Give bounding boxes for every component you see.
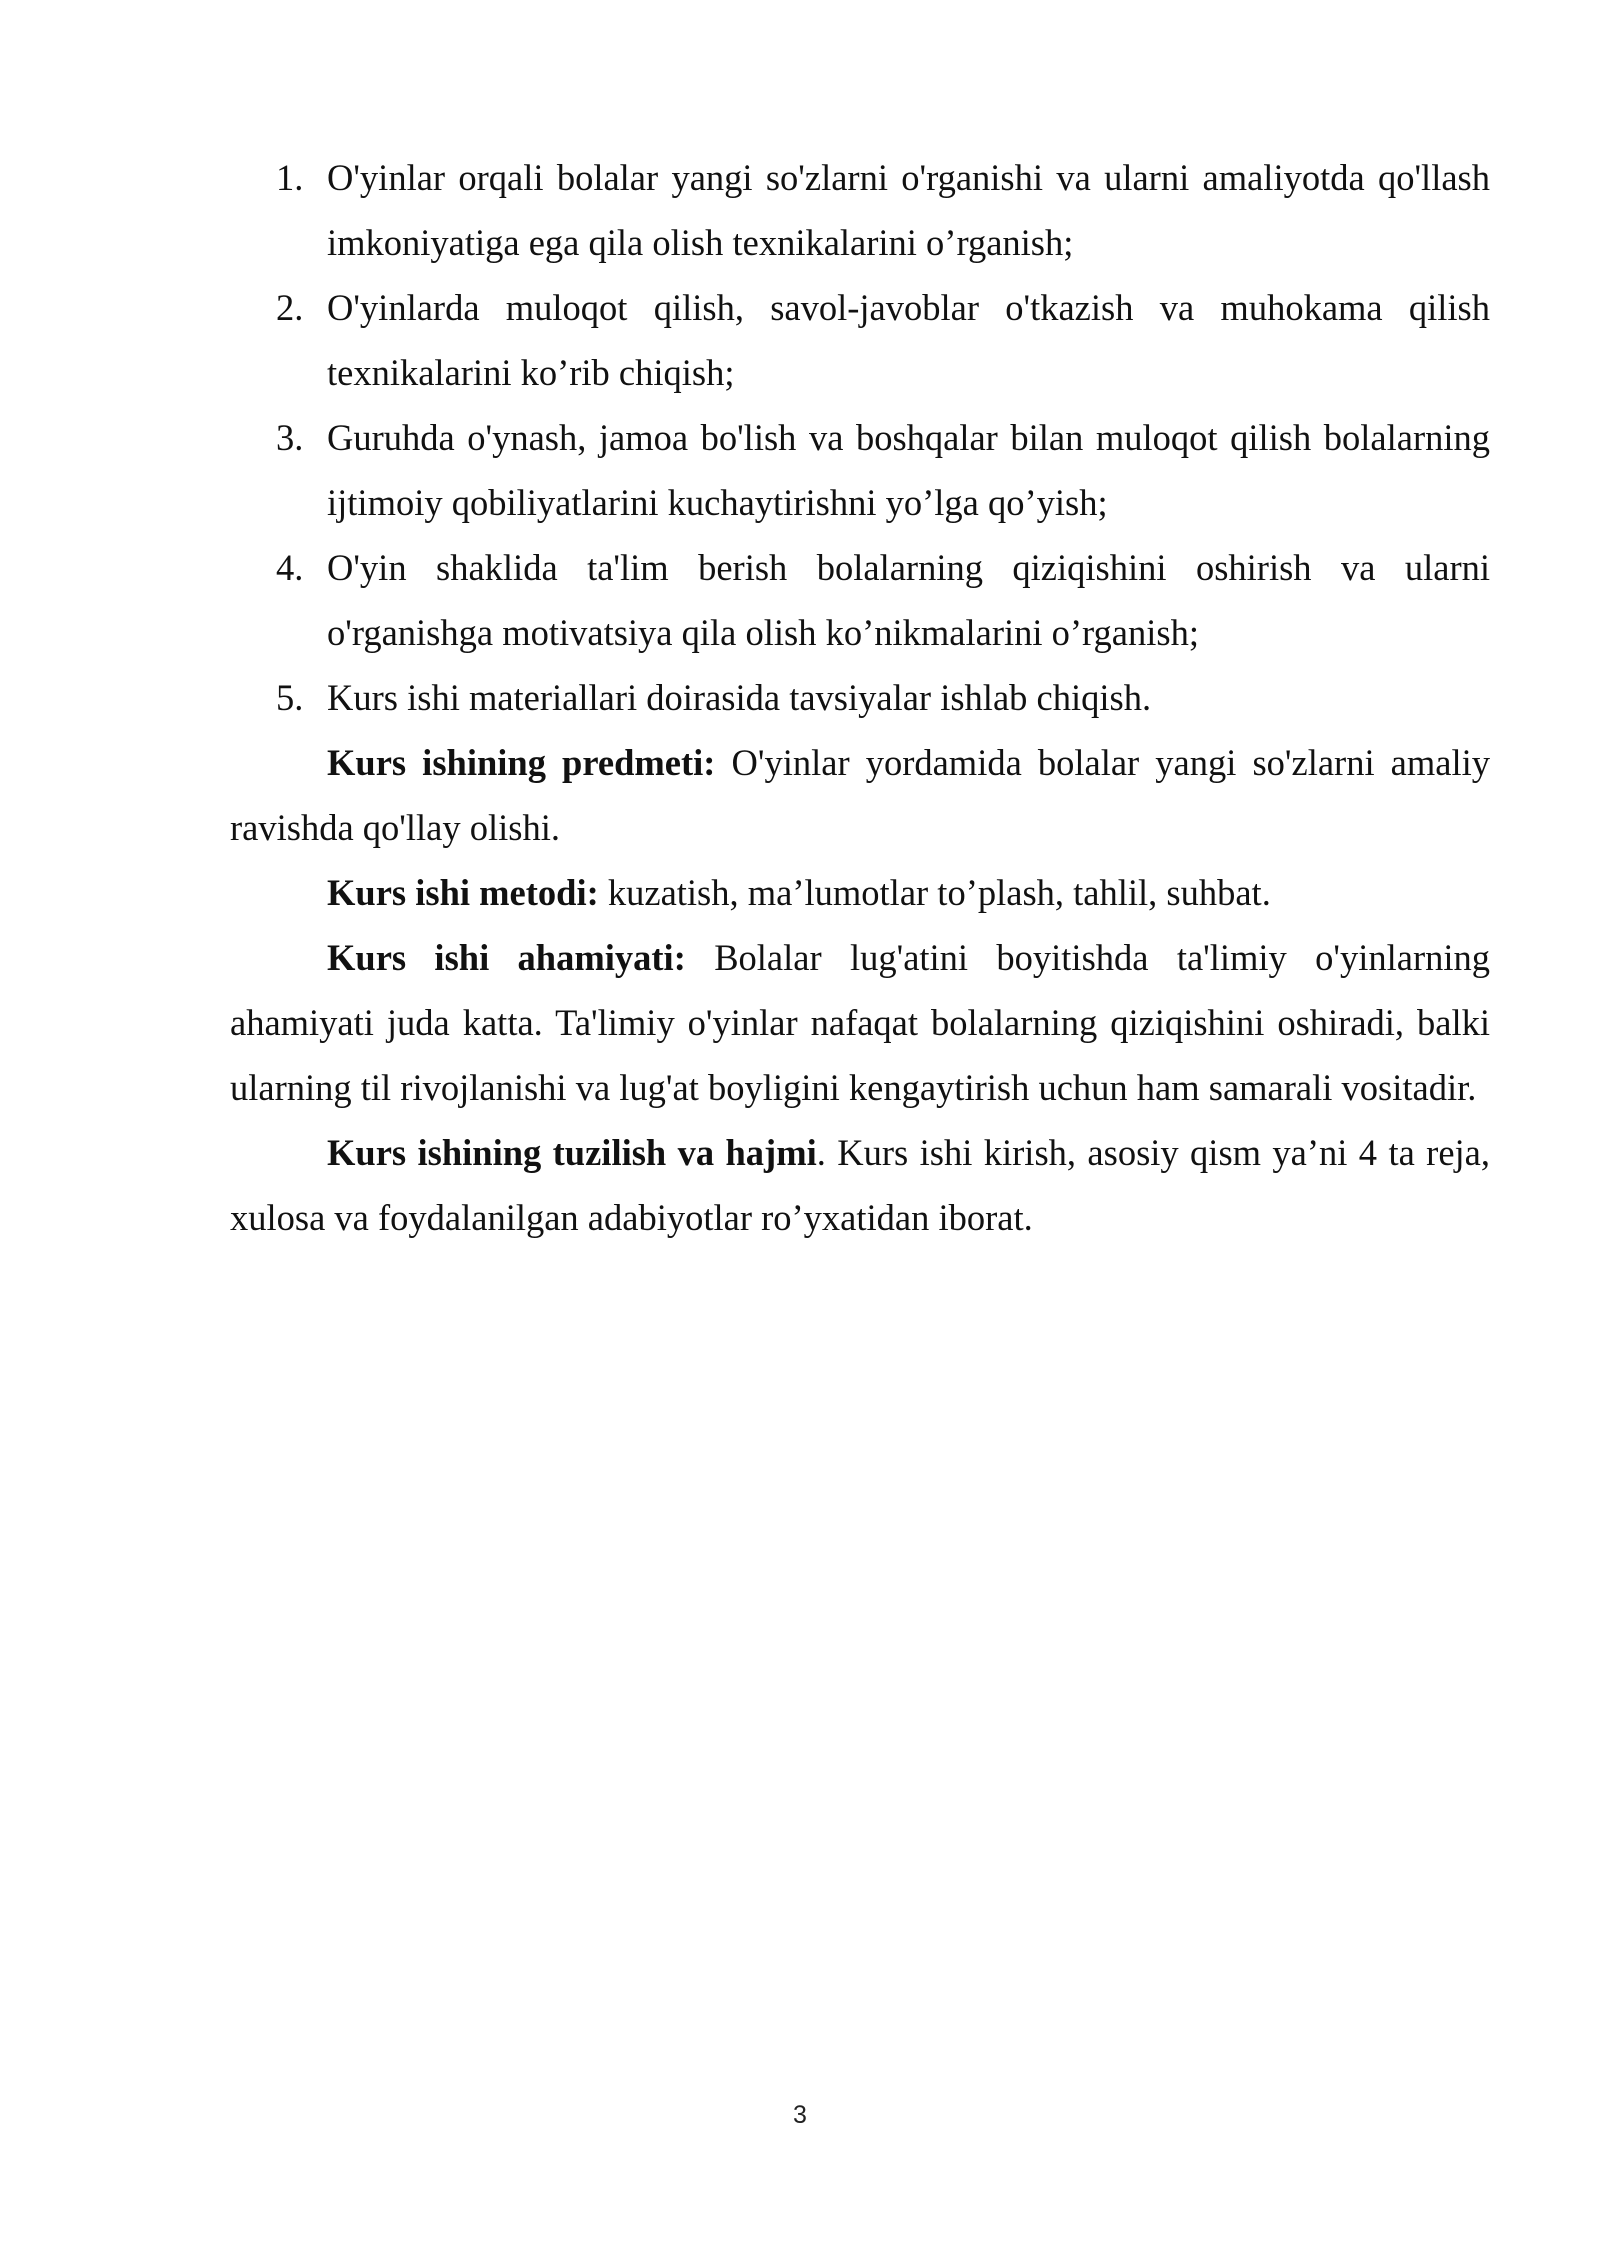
list-item-text: Kurs ishi materiallari doirasida tavsiyalar ishlab chiqish. <box>327 677 1152 718</box>
importance-paragraph <box>230 925 1490 1120</box>
structure-text: . Kurs ishi kirish, asosiy qism ya’ni 4 ta reja, xulosa va foydalanilgan adabiyotlar ro’yxatidan iborat. <box>230 1132 1490 1238</box>
list-item-number: 2. <box>276 287 304 328</box>
list-item-text: O'yinlarda muloqot qilish, savol-javoblar o'tkazish va muhokama qilish texnikalarini ko’rib chiqish; <box>327 287 1490 393</box>
list-item <box>230 275 1490 405</box>
subject-label: Kurs ishining predmeti: <box>327 742 716 783</box>
subject-text: O'yinlar yordamida bolalar yangi so'zlarni amaliy ravishda qo'llay olishi. <box>230 742 1490 848</box>
list-item-number: 4. <box>276 547 304 588</box>
list-item-number: 5. <box>276 677 304 718</box>
list-item <box>230 145 1490 275</box>
list-item <box>230 405 1490 535</box>
objectives-list <box>230 145 1490 730</box>
importance-label: Kurs ishi ahamiyati: <box>327 937 686 978</box>
list-item-text: O'yinlar orqali bolalar yangi so'zlarni o'rganishi va ularni amaliyotda qo'llash imkoniyatiga ega qila olish texnikalarini o’rganish; <box>327 157 1490 263</box>
method-label: Kurs ishi metodi: <box>327 872 599 913</box>
list-item <box>230 665 1490 730</box>
importance-text: Bolalar lug'atini boyitishda ta'limiy o'yinlarning ahamiyati juda katta. Ta'limiy o'yinlar nafaqat bolalarning qiziqishini oshiradi, balki ularning til rivojlanishi va lug'at boyligini kengaytirish uchun ham samarali vositadir. <box>230 937 1490 1108</box>
subject-paragraph <box>230 730 1490 860</box>
method-paragraph <box>230 860 1490 925</box>
page-content <box>230 145 1490 1250</box>
method-text: kuzatish, ma’lumotlar to’plash, tahlil, suhbat. <box>598 872 1271 913</box>
page-number: 3 <box>793 2101 807 2129</box>
list-item-text: O'yin shaklida ta'lim berish bolalarning qiziqishini oshirish va ularni o'rganishga motivatsiya qila olish ko’nikmalarini o’rganish; <box>327 547 1490 653</box>
list-item <box>230 535 1490 665</box>
list-item-text: Guruhda o'ynash, jamoa bo'lish va boshqalar bilan muloqot qilish bolalarning ijtimoiy qobiliyatlarini kuchaytirishni yo’lga qo’yish; <box>327 417 1490 523</box>
structure-label: Kurs ishining tuzilish va hajmi <box>327 1132 817 1173</box>
list-item-number: 3. <box>276 417 304 458</box>
list-item-number: 1. <box>276 157 304 198</box>
structure-paragraph <box>230 1120 1490 1250</box>
